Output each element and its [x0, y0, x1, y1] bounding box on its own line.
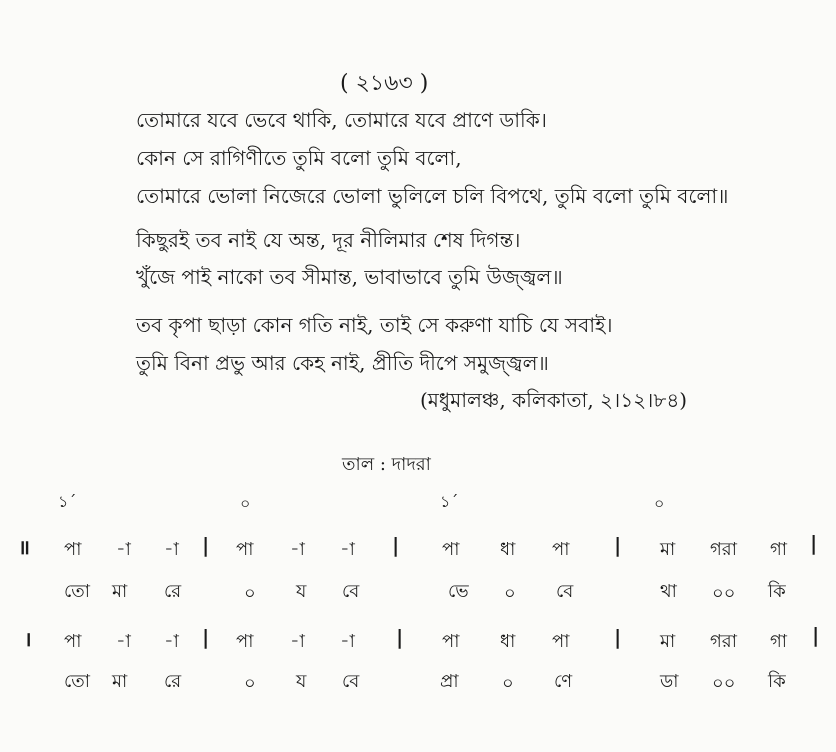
- syllable: কি: [768, 671, 786, 692]
- row-start-bar: ।: [24, 627, 32, 651]
- syllable: তো: [64, 671, 91, 692]
- swara: গা: [770, 539, 788, 560]
- swara: পা: [442, 631, 460, 652]
- syllable: রে: [164, 671, 182, 692]
- taal-label: তাল : দাদরা: [342, 454, 431, 475]
- syllable: কি: [768, 581, 786, 602]
- beat-marker: ০: [240, 494, 251, 513]
- composition-credit: (মধুমালঞ্চ, কলিকাতা, ২।১২।৮৪): [420, 388, 688, 412]
- beat-marker: ১´: [58, 492, 77, 511]
- syllable: বে: [556, 581, 574, 602]
- swara: পা: [236, 539, 254, 560]
- syllable: রে: [164, 581, 182, 602]
- bar-line: |: [202, 533, 210, 557]
- syllable: বে: [342, 671, 360, 692]
- swara: গরা: [710, 631, 737, 652]
- bar-line: |: [614, 625, 622, 649]
- bar-line: |: [202, 625, 210, 649]
- swara: -া: [290, 631, 305, 652]
- swara: -া: [164, 631, 179, 652]
- syllable: ণে: [554, 671, 573, 692]
- bar-line: |: [812, 623, 820, 647]
- row-start-bar: ॥: [18, 535, 30, 559]
- swara: মা: [660, 539, 676, 560]
- syllable: ডা: [660, 671, 679, 692]
- swara: পা: [552, 539, 570, 560]
- swara: -া: [340, 631, 355, 652]
- lyric-line: তুমি বিনা প্রভু আর কেহ নাই, প্রীতি দীপে সমুজ্জ্বল॥: [136, 351, 549, 375]
- swara: পা: [552, 631, 570, 652]
- lyric-line: তোমারে ভোলা নিজেরে ভোলা ভুলিলে চলি বিপথে, তুমি বলো তুমি বলো॥: [136, 184, 729, 208]
- swara: গরা: [710, 539, 737, 560]
- swara: -া: [340, 539, 355, 560]
- lyric-line: তোমারে যবে ভেবে থাকি, তোমারে যবে প্রাণে ডাকি।: [136, 108, 547, 132]
- syllable: ০: [504, 583, 516, 604]
- syllable: বে: [342, 581, 360, 602]
- syllable: থা: [660, 581, 677, 602]
- song-number: ( ২১৬৩ ): [340, 71, 429, 96]
- syllable: মা: [112, 581, 128, 602]
- bar-line: |: [810, 531, 818, 555]
- syllable: ০: [502, 673, 514, 694]
- swara: পা: [64, 631, 82, 652]
- swara: ধা: [500, 631, 516, 652]
- swara: গা: [770, 631, 788, 652]
- syllable: মা: [112, 671, 128, 692]
- swara: -া: [116, 631, 131, 652]
- swara: -া: [164, 539, 179, 560]
- bar-line: |: [392, 533, 400, 557]
- swara: পা: [64, 539, 82, 560]
- swara: -া: [116, 539, 131, 560]
- swara: পা: [236, 631, 254, 652]
- syllable: ০০: [712, 673, 736, 694]
- bar-line: |: [614, 533, 622, 557]
- syllable: তো: [64, 581, 91, 602]
- lyric-line: খুঁজে পাই নাকো তব সীমান্ত, ভাবাভাবে তুমি উজ্জ্বল॥: [136, 265, 563, 289]
- syllable: য: [296, 581, 307, 602]
- syllable: ০: [244, 583, 256, 604]
- beat-marker: ০: [654, 494, 665, 513]
- swara: মা: [660, 631, 676, 652]
- syllable: ০০: [712, 583, 736, 604]
- lyric-line: কিছুরই তব নাই যে অন্ত, দূর নীলিমার শেষ দিগন্ত।: [136, 228, 521, 252]
- syllable: য: [296, 671, 307, 692]
- syllable: ভে: [448, 581, 469, 602]
- syllable: প্রা: [440, 671, 459, 692]
- swara: পা: [442, 539, 460, 560]
- lyric-line: তব কৃপা ছাড়া কোন গতি নাই, তাই সে করুণা যাচি যে সবাই।: [136, 313, 613, 337]
- beat-marker: ১´: [440, 492, 459, 511]
- bar-line: |: [396, 625, 404, 649]
- syllable: ০: [244, 673, 256, 694]
- swara: -া: [290, 539, 305, 560]
- lyric-line: কোন সে রাগিণীতে তুমি বলো তুমি বলো,: [136, 146, 462, 170]
- swara: ধা: [500, 539, 516, 560]
